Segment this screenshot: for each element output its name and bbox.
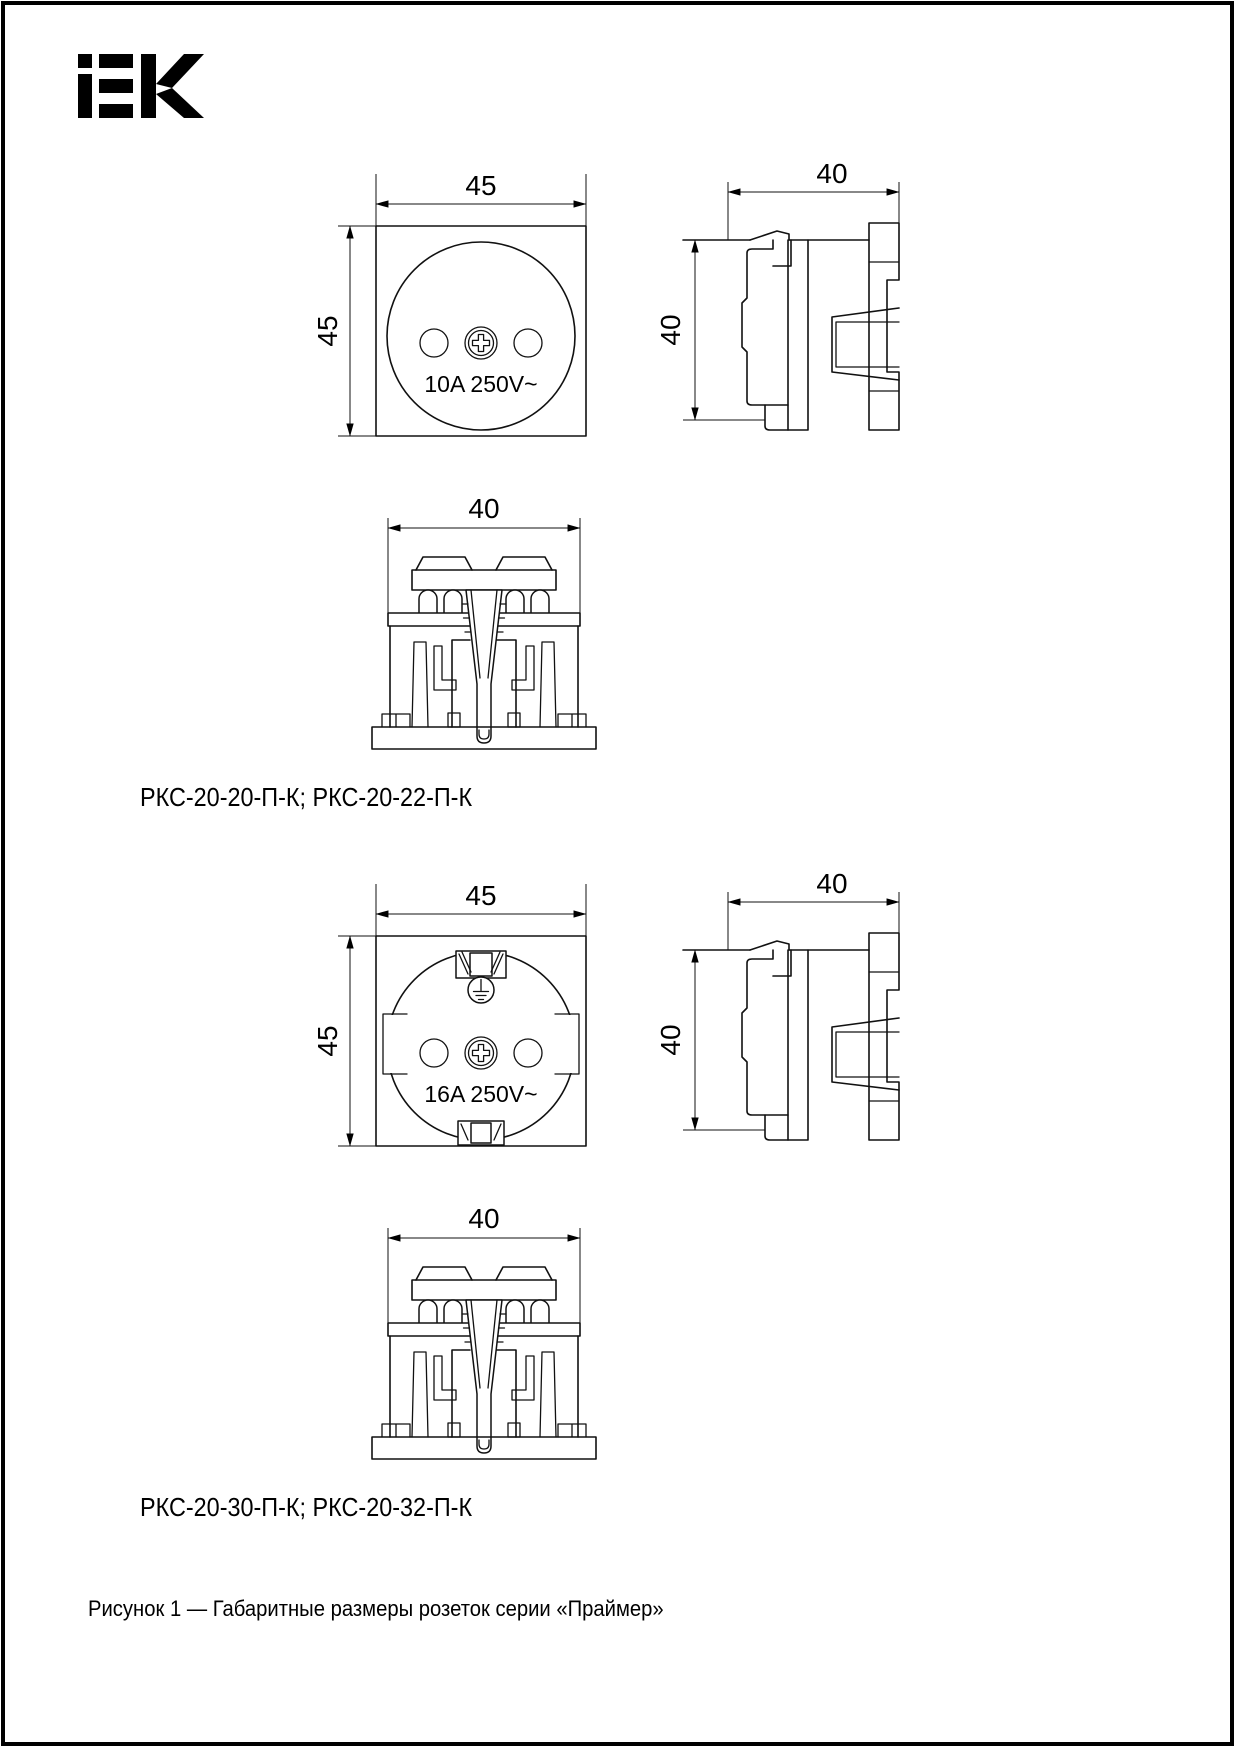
side1-dimensions	[655, 158, 899, 420]
front1-rating-text: 10A 250V~	[424, 371, 538, 397]
ground-clip-bottom	[458, 1121, 504, 1145]
front2-rating-text: 16A 250V~	[424, 1081, 538, 1107]
back2-width-dim: 40	[468, 1203, 500, 1234]
front2-socket-outline	[376, 936, 586, 1146]
front1-socket-outline	[376, 226, 586, 436]
back1-width-dim: 40	[468, 493, 500, 524]
side2-dimensions	[655, 868, 899, 1130]
side1-height-dim: 40	[655, 314, 686, 346]
front1-height-dim: 45	[312, 315, 343, 347]
front-view-10a	[310, 164, 640, 474]
side-view-1	[625, 140, 910, 440]
figure-caption: Рисунок 1 — Габаритные размеры розеток серии «Праймер»	[88, 1596, 664, 1621]
ground-clip-top	[456, 951, 506, 978]
ground-screw-icon	[468, 977, 494, 1003]
back-view-2	[330, 1158, 610, 1468]
phillips-screw-icon	[473, 1045, 490, 1062]
side1-socket-outline	[683, 223, 899, 430]
side2-height-dim: 40	[655, 1024, 686, 1056]
iek-logo	[78, 54, 206, 118]
model-label-2: РКС-20-30-П-К; РКС-20-32-П-К	[140, 1492, 473, 1522]
front-view-16a	[310, 874, 640, 1184]
front2-width-dim: 45	[465, 880, 497, 911]
front1-width-dim: 45	[465, 170, 497, 201]
iek-logo-glyphs	[78, 54, 204, 118]
side2-width-dim: 40	[816, 868, 848, 899]
back-view-1	[330, 448, 610, 758]
phillips-screw-icon	[473, 335, 490, 352]
back1-socket-outline	[372, 557, 596, 749]
front2-height-dim: 45	[312, 1025, 343, 1057]
side-view-2	[625, 850, 910, 1150]
back2-socket-outline	[372, 1267, 596, 1459]
side2-socket-outline	[683, 933, 899, 1140]
model-label-1: РКС-20-20-П-К; РКС-20-22-П-К	[140, 782, 473, 812]
side1-width-dim: 40	[816, 158, 848, 189]
